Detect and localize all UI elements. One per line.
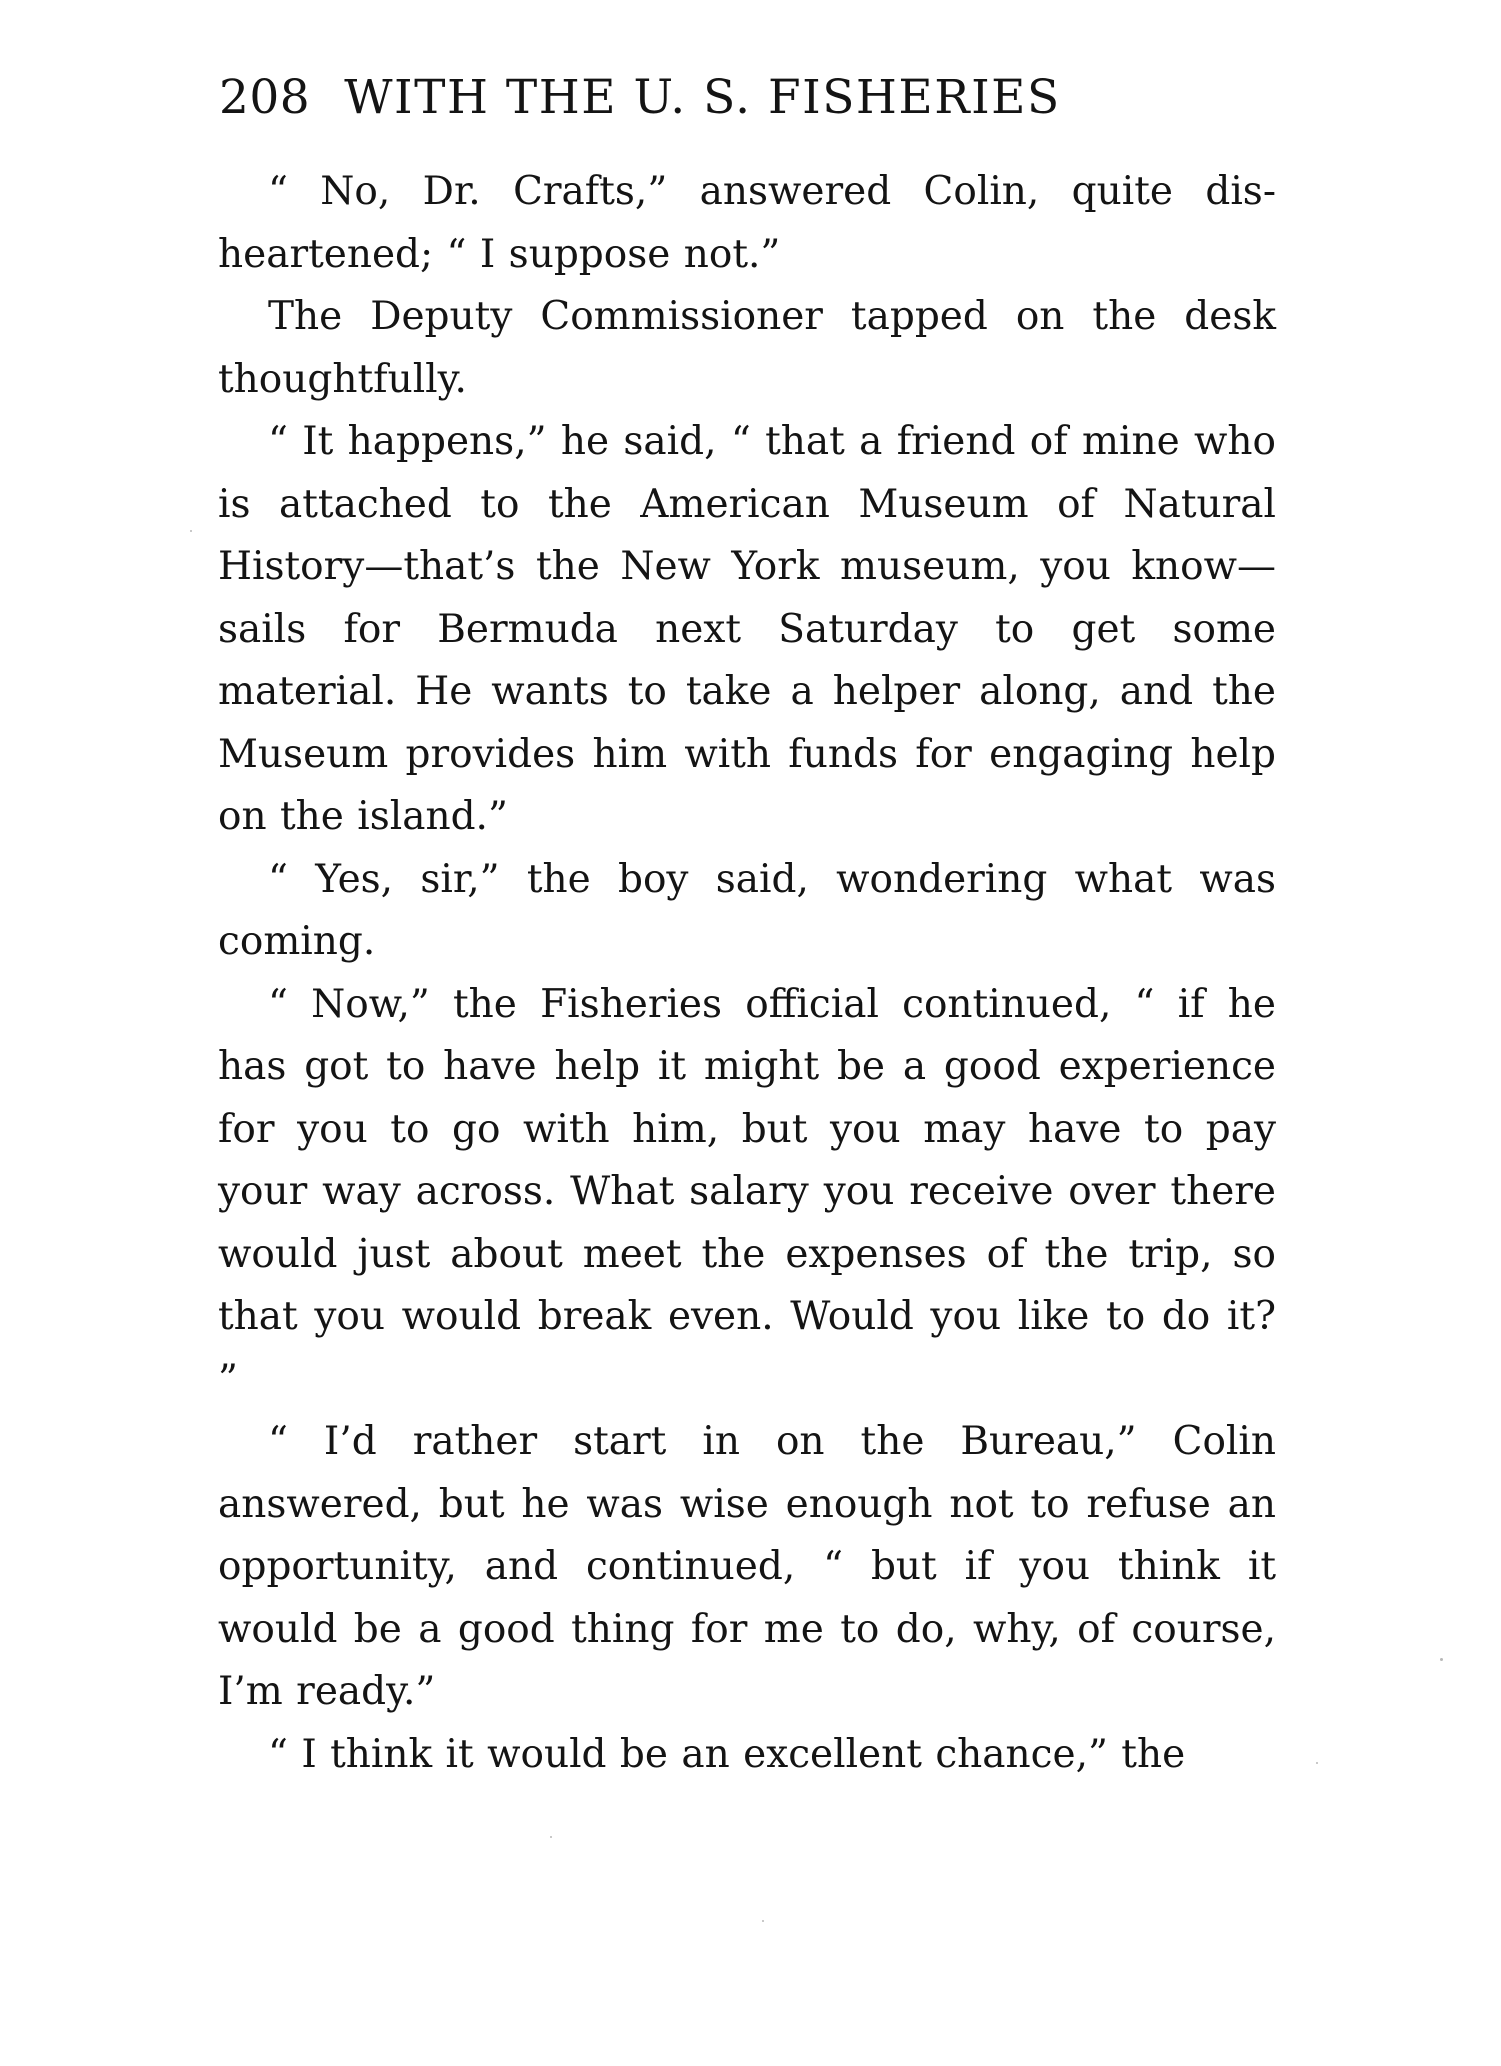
paragraph-4: “ Yes, sir,” the boy said, wondering what was coming.	[218, 856, 1276, 964]
paper-speck	[1440, 1658, 1443, 1661]
paragraph-2: The Deputy Commissioner tapped on the desk thoughtfully.	[218, 294, 1276, 402]
running-title: WITH THE U. S. FISHERIES	[344, 70, 1061, 125]
paragraph-3: “ It happens,” he said, “ that a friend of mine who is attached to the American Museum of Natural History—that’s the New York museum, you know—sails for Bermuda next Saturday to get some material. He wants to take a helper along, and the Museum provides him with funds for engaging help on the island.”	[218, 419, 1276, 839]
page-number: 208	[219, 70, 311, 125]
paragraph-6: “ I’d rather start in on the Bureau,” Colin answered, but he was wise enough not to refuse an opportunity, and continued, “ but if you think it would be a good thing for me to do, why, of course, I’m ready.”	[218, 1419, 1276, 1714]
running-head	[219, 70, 1279, 134]
paper-speck	[762, 1920, 764, 1922]
body-text	[218, 161, 1276, 1786]
paragraph-7: “ I think it would be an excellent chance,” the	[268, 1731, 1186, 1777]
paper-speck	[1316, 1762, 1318, 1764]
paragraph-1: “ No, Dr. Crafts,” answered Colin, quite disheartened; “ I suppose not.”	[218, 169, 1276, 277]
paragraph-5: “ Now,” the Fisheries official continued, “ if he has got to have help it might be a good experience for you to go with him, but you may have to pay your way across. What salary you receive over there would just about meet the expenses of the trip, so that you would break even. Would you like to do it? ”	[218, 981, 1276, 1402]
paper-speck	[190, 530, 192, 532]
paper-speck	[550, 1836, 552, 1838]
